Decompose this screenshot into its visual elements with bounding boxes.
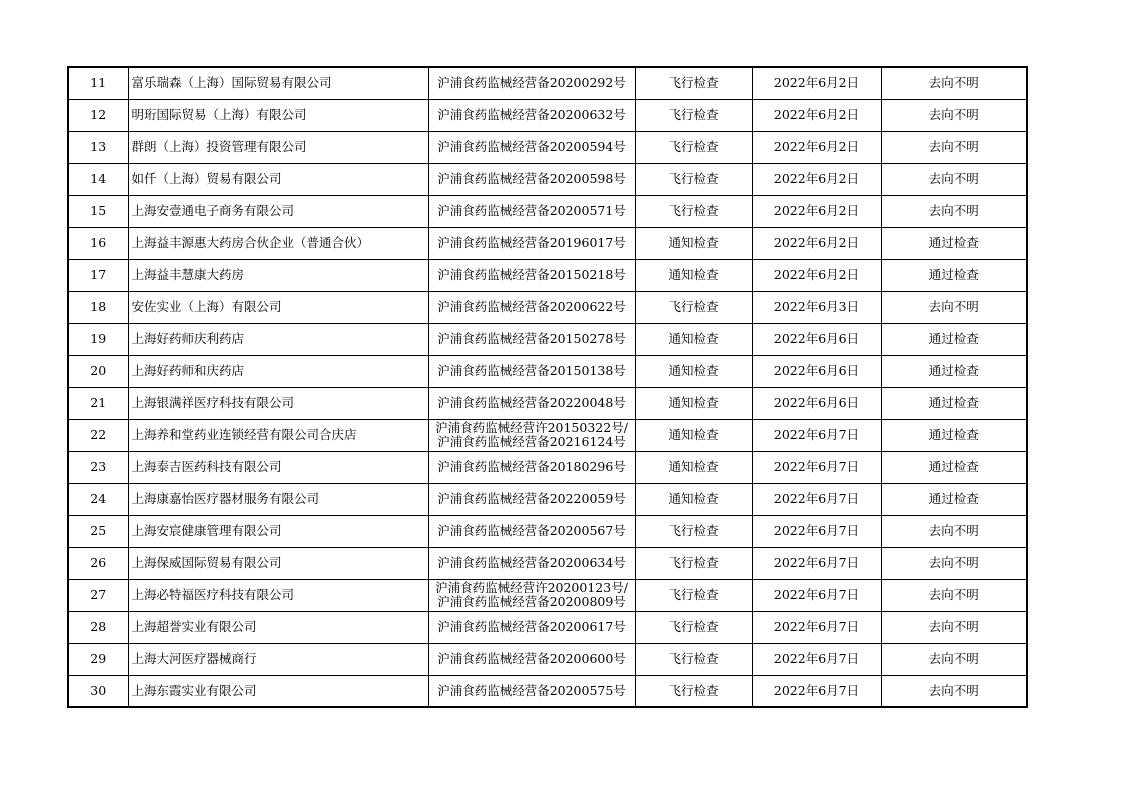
license-line: 沪浦食药监械经营许20150322号/ <box>435 420 628 435</box>
company-name: 上海泰吉医药科技有限公司 <box>128 451 428 483</box>
license-line: 沪浦食药监械经营备20216124号 <box>437 434 626 449</box>
check-result: 去向不明 <box>881 579 1027 611</box>
check-result: 通过检查 <box>881 419 1027 451</box>
check-type: 飞行检查 <box>635 195 752 227</box>
license-number <box>428 355 635 387</box>
license-line: 沪浦食药监械经营备20200600号 <box>437 651 626 666</box>
row-number: 11 <box>68 67 128 99</box>
table-row <box>68 99 1027 131</box>
company-name: 上海益丰慧康大药房 <box>128 259 428 291</box>
row-number: 19 <box>68 323 128 355</box>
check-date: 2022年6月2日 <box>752 195 881 227</box>
table-row <box>68 67 1027 99</box>
check-type: 通知检查 <box>635 387 752 419</box>
license-line: 沪浦食药监械经营备20196017号 <box>437 235 626 250</box>
row-number: 25 <box>68 515 128 547</box>
check-type: 飞行检查 <box>635 67 752 99</box>
check-date: 2022年6月2日 <box>752 67 881 99</box>
company-name: 如仟（上海）贸易有限公司 <box>128 163 428 195</box>
check-result: 通过检查 <box>881 259 1027 291</box>
row-number: 13 <box>68 131 128 163</box>
license-number <box>428 387 635 419</box>
license-line: 沪浦食药监械经营备20200617号 <box>437 619 626 634</box>
check-date: 2022年6月7日 <box>752 547 881 579</box>
row-number: 12 <box>68 99 128 131</box>
company-name: 上海保威国际贸易有限公司 <box>128 547 428 579</box>
check-date: 2022年6月6日 <box>752 323 881 355</box>
row-number: 22 <box>68 419 128 451</box>
table-row <box>68 259 1027 291</box>
check-date: 2022年6月7日 <box>752 483 881 515</box>
license-number <box>428 643 635 675</box>
license-line: 沪浦食药监械经营备20200622号 <box>437 299 626 314</box>
row-number: 28 <box>68 611 128 643</box>
check-date: 2022年6月2日 <box>752 227 881 259</box>
check-type: 飞行检查 <box>635 611 752 643</box>
check-type: 飞行检查 <box>635 579 752 611</box>
row-number: 27 <box>68 579 128 611</box>
table-row <box>68 355 1027 387</box>
check-date: 2022年6月7日 <box>752 515 881 547</box>
check-date: 2022年6月2日 <box>752 131 881 163</box>
check-type: 飞行检查 <box>635 515 752 547</box>
check-result: 去向不明 <box>881 611 1027 643</box>
table-row <box>68 611 1027 643</box>
company-name: 上海东霞实业有限公司 <box>128 675 428 707</box>
check-type: 通知检查 <box>635 259 752 291</box>
check-date: 2022年6月7日 <box>752 451 881 483</box>
company-name: 富乐瑞森（上海）国际贸易有限公司 <box>128 67 428 99</box>
check-date: 2022年6月6日 <box>752 355 881 387</box>
license-number <box>428 195 635 227</box>
license-number <box>428 99 635 131</box>
table-row <box>68 131 1027 163</box>
check-date: 2022年6月2日 <box>752 99 881 131</box>
check-date: 2022年6月3日 <box>752 291 881 323</box>
license-number <box>428 451 635 483</box>
check-type: 飞行检查 <box>635 99 752 131</box>
table-row <box>68 547 1027 579</box>
table-row <box>68 451 1027 483</box>
table-row <box>68 515 1027 547</box>
check-result: 去向不明 <box>881 163 1027 195</box>
check-type: 飞行检查 <box>635 675 752 707</box>
company-name: 上海益丰源惠大药房合伙企业（普通合伙） <box>128 227 428 259</box>
license-line: 沪浦食药监械经营备20200575号 <box>437 682 626 698</box>
check-result: 去向不明 <box>881 131 1027 163</box>
row-number: 14 <box>68 163 128 195</box>
license-line: 沪浦食药监械经营备20200292号 <box>437 75 626 91</box>
license-number <box>428 259 635 291</box>
check-result: 去向不明 <box>881 643 1027 675</box>
license-number <box>428 547 635 579</box>
table-body <box>68 67 1027 707</box>
license-line: 沪浦食药监械经营许20200123号/ <box>435 580 628 595</box>
check-result: 去向不明 <box>881 99 1027 131</box>
row-number: 15 <box>68 195 128 227</box>
check-result: 去向不明 <box>881 547 1027 579</box>
check-date: 2022年6月7日 <box>752 643 881 675</box>
license-line: 沪浦食药监械经营备20200567号 <box>437 523 626 538</box>
company-name: 上海安壹通电子商务有限公司 <box>128 195 428 227</box>
inspection-records-table <box>67 66 1028 708</box>
license-number <box>428 323 635 355</box>
check-type: 通知检查 <box>635 483 752 515</box>
company-name: 安佐实业（上海）有限公司 <box>128 291 428 323</box>
license-number <box>428 163 635 195</box>
check-result: 通过检查 <box>881 227 1027 259</box>
license-line: 沪浦食药监械经营备20150138号 <box>437 363 626 378</box>
check-type: 通知检查 <box>635 227 752 259</box>
company-name: 上海好药师庆利药店 <box>128 323 428 355</box>
check-type: 飞行检查 <box>635 643 752 675</box>
row-number: 24 <box>68 483 128 515</box>
company-name: 上海必特福医疗科技有限公司 <box>128 579 428 611</box>
company-name: 上海安宸健康管理有限公司 <box>128 515 428 547</box>
table-row <box>68 387 1027 419</box>
check-type: 飞行检查 <box>635 547 752 579</box>
license-line: 沪浦食药监械经营备20200598号 <box>437 171 626 186</box>
table-row <box>68 195 1027 227</box>
license-number <box>428 227 635 259</box>
row-number: 29 <box>68 643 128 675</box>
row-number: 20 <box>68 355 128 387</box>
table-row <box>68 643 1027 675</box>
row-number: 30 <box>68 675 128 707</box>
license-line: 沪浦食药监械经营备20150278号 <box>437 331 626 346</box>
check-result: 通过检查 <box>881 483 1027 515</box>
license-line: 沪浦食药监械经营备20150218号 <box>437 267 626 282</box>
check-result: 去向不明 <box>881 515 1027 547</box>
row-number: 18 <box>68 291 128 323</box>
license-number <box>428 419 635 451</box>
license-line: 沪浦食药监械经营备20200571号 <box>437 203 626 218</box>
license-line: 沪浦食药监械经营备20220048号 <box>437 395 626 410</box>
check-result: 通过检查 <box>881 387 1027 419</box>
check-type: 飞行检查 <box>635 291 752 323</box>
table-row <box>68 483 1027 515</box>
license-line: 沪浦食药监械经营备20220059号 <box>437 491 626 506</box>
license-line: 沪浦食药监械经营备20180296号 <box>437 459 626 474</box>
check-date: 2022年6月7日 <box>752 419 881 451</box>
table-row <box>68 579 1027 611</box>
check-type: 飞行检查 <box>635 163 752 195</box>
row-number: 26 <box>68 547 128 579</box>
check-date: 2022年6月7日 <box>752 675 881 707</box>
check-result: 去向不明 <box>881 675 1027 707</box>
check-date: 2022年6月2日 <box>752 259 881 291</box>
license-number <box>428 483 635 515</box>
check-date: 2022年6月7日 <box>752 579 881 611</box>
license-number <box>428 131 635 163</box>
table-row <box>68 675 1027 707</box>
license-number <box>428 515 635 547</box>
table-row <box>68 419 1027 451</box>
check-type: 通知检查 <box>635 451 752 483</box>
check-result: 去向不明 <box>881 195 1027 227</box>
license-line: 沪浦食药监械经营备20200809号 <box>437 594 626 609</box>
check-date: 2022年6月6日 <box>752 387 881 419</box>
license-line: 沪浦食药监械经营备20200594号 <box>437 139 626 154</box>
company-name: 群朗（上海）投资管理有限公司 <box>128 131 428 163</box>
check-date: 2022年6月7日 <box>752 611 881 643</box>
company-name: 上海康嘉怡医疗器材服务有限公司 <box>128 483 428 515</box>
check-result: 去向不明 <box>881 291 1027 323</box>
license-number <box>428 675 635 707</box>
check-type: 通知检查 <box>635 355 752 387</box>
company-name: 明珩国际贸易（上海）有限公司 <box>128 99 428 131</box>
table-row <box>68 163 1027 195</box>
check-date: 2022年6月2日 <box>752 163 881 195</box>
row-number: 23 <box>68 451 128 483</box>
table-row <box>68 323 1027 355</box>
check-result: 通过检查 <box>881 355 1027 387</box>
check-type: 通知检查 <box>635 323 752 355</box>
check-type: 通知检查 <box>635 419 752 451</box>
company-name: 上海银满祥医疗科技有限公司 <box>128 387 428 419</box>
company-name: 上海养和堂药业连锁经营有限公司合庆店 <box>128 419 428 451</box>
check-result: 通过检查 <box>881 323 1027 355</box>
table-row <box>68 291 1027 323</box>
check-result: 去向不明 <box>881 67 1027 99</box>
company-name: 上海超誉实业有限公司 <box>128 611 428 643</box>
row-number: 21 <box>68 387 128 419</box>
check-type: 飞行检查 <box>635 131 752 163</box>
row-number: 16 <box>68 227 128 259</box>
company-name: 上海大河医疗器械商行 <box>128 643 428 675</box>
license-line: 沪浦食药监械经营备20200634号 <box>437 555 626 570</box>
license-number <box>428 579 635 611</box>
table-row <box>68 227 1027 259</box>
license-number <box>428 291 635 323</box>
company-name: 上海好药师和庆药店 <box>128 355 428 387</box>
license-line: 沪浦食药监械经营备20200632号 <box>437 107 626 122</box>
row-number: 17 <box>68 259 128 291</box>
license-number <box>428 67 635 99</box>
license-number <box>428 611 635 643</box>
check-result: 通过检查 <box>881 451 1027 483</box>
